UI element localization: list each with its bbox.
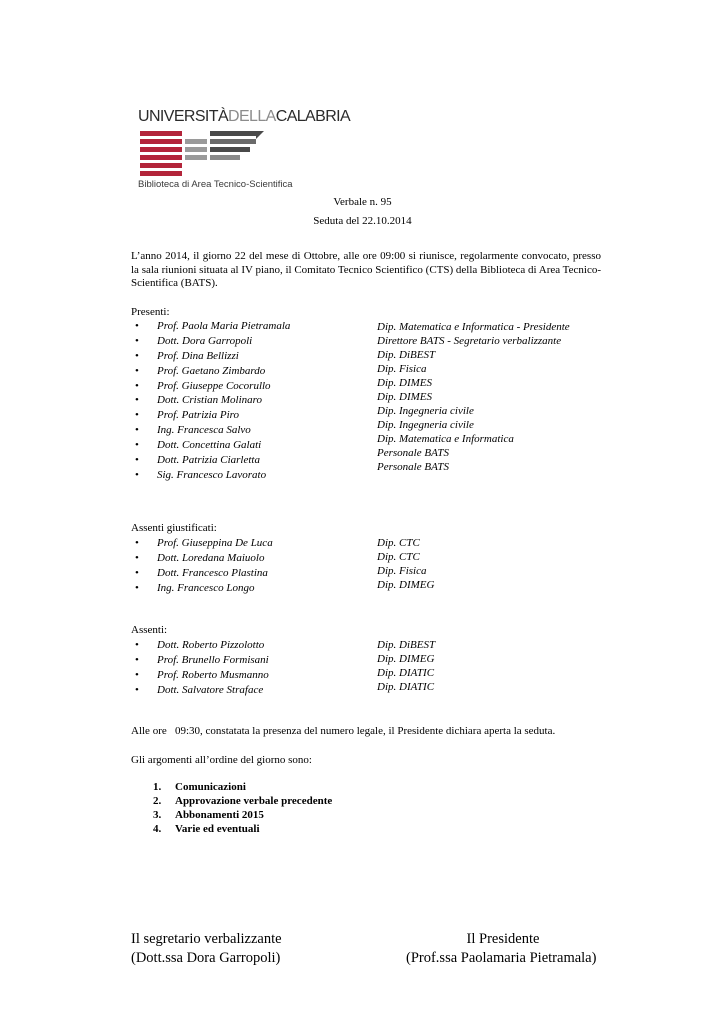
secretary-role: Il segretario verbalizzante [131,931,282,947]
agenda-item: 3. Abbonamenti 2015 [153,809,264,821]
department-label: Dip. DIMES [377,391,432,403]
department-label: Dip. DIMEG [377,653,435,665]
assenti-heading: Assenti: [131,624,168,636]
agenda-item: 1. Comunicazioni [153,781,246,793]
list-item: • Dott. Francesco Plastina [135,566,268,579]
logo-subtitle: Biblioteca di Area Tecnico-Scientifica [138,179,293,190]
assenti-list [131,638,269,698]
giustificati-list [131,536,273,596]
logo-title: UNIVERSITÀDELLACALABRIA [138,108,351,125]
agenda-intro: Gli argomenti all’ordine del giorno sono: [131,754,312,766]
giustificati-heading: Assenti giustificati: [131,522,217,534]
department-label: Dip. DiBEST [377,349,436,361]
list-item: • Prof. Brunello Formisani [135,653,269,666]
department-label: Dip. Fisica [377,565,427,577]
list-item: • Dott. Patrizia Ciarletta [135,454,260,467]
list-item: • Ing. Francesca Salvo [135,424,251,437]
presenti-departments [377,320,570,474]
secretary-name: (Dott.ssa Dora Garropoli) [131,950,281,966]
list-item: • Dott. Cristian Molinaro [135,394,263,407]
list-item: • Prof. Giuseppe Cocorullo [135,379,271,392]
list-item: • Prof. Gaetano Zimbardo [135,364,266,377]
agenda-item: 2. Approvazione verbale precedente [153,795,333,807]
department-label: Personale BATS [377,461,449,473]
department-label: Dip. CTC [377,537,420,549]
department-label: Dip. DIATIC [377,681,435,693]
list-item: • Prof. Roberto Musmanno [135,668,269,681]
list-item: • Ing. Francesco Longo [135,581,255,594]
agenda-list [153,780,332,836]
list-item: • Prof. Dina Bellizzi [135,349,239,362]
list-item: • Prof. Paola Maria Pietramala [135,320,291,332]
department-label: Dip. CTC [377,551,420,563]
list-item: • Dott. Concettina Galati [135,439,262,452]
giustificati-departments [377,536,434,592]
list-item: • Dott. Salvatore Straface [135,683,264,696]
logo-mark-icon [140,131,270,177]
president-name: (Prof.ssa Paolamaria Pietramala) [406,950,597,966]
department-label: Personale BATS [377,447,449,459]
assenti-departments [377,638,435,694]
department-label: Direttore BATS - Segretario verbalizzante [377,335,562,347]
verbale-number: Verbale n. 95 [333,196,392,208]
intro-paragraph: L’anno 2014, il giorno 22 del mese di Ottobre, alle ore 09:00 si riunisce, regolarmente convocato, presso la sala riunioni situata al IV piano, il Comitato Tecnico Scientifico (CTS) della Biblioteca di Area Tecnico-Scientifica (BATS). [131,250,601,289]
department-label: Dip. DiBEST [377,639,436,651]
seduta-date: Seduta del 22.10.2014 [313,215,412,227]
presenti-heading: Presenti: [131,306,170,318]
department-label: Dip. Matematica e Informatica [377,433,514,445]
apertura-text: Alle ore 09:30, constatata la presenza del numero legale, il Presidente dichiara aperta la seduta. [131,725,556,737]
list-item: • Prof. Giuseppina De Luca [135,537,273,549]
university-logo [138,108,368,198]
department-label: Dip. DIMEG [377,579,435,591]
agenda-item: 4. Varie ed eventuali [153,823,260,835]
list-item: • Dott. Roberto Pizzolotto [135,639,265,651]
department-label: Dip. DIMES [377,377,432,389]
department-label: Dip. Ingegneria civile [377,405,474,417]
list-item: • Sig. Francesco Lavorato [135,468,267,481]
department-label: Dip. Ingegneria civile [377,419,474,431]
department-label: Dip. DIATIC [377,667,435,679]
department-label: Dip. Matematica e Informatica - Presidente [377,321,570,333]
president-role: Il Presidente [466,931,540,947]
department-label: Dip. Fisica [377,363,427,375]
presenti-list [131,319,290,483]
list-item: • Dott. Loredana Maiuolo [135,551,265,564]
list-item: • Prof. Patrizia Piro [135,409,239,422]
list-item: • Dott. Dora Garropoli [135,334,253,347]
